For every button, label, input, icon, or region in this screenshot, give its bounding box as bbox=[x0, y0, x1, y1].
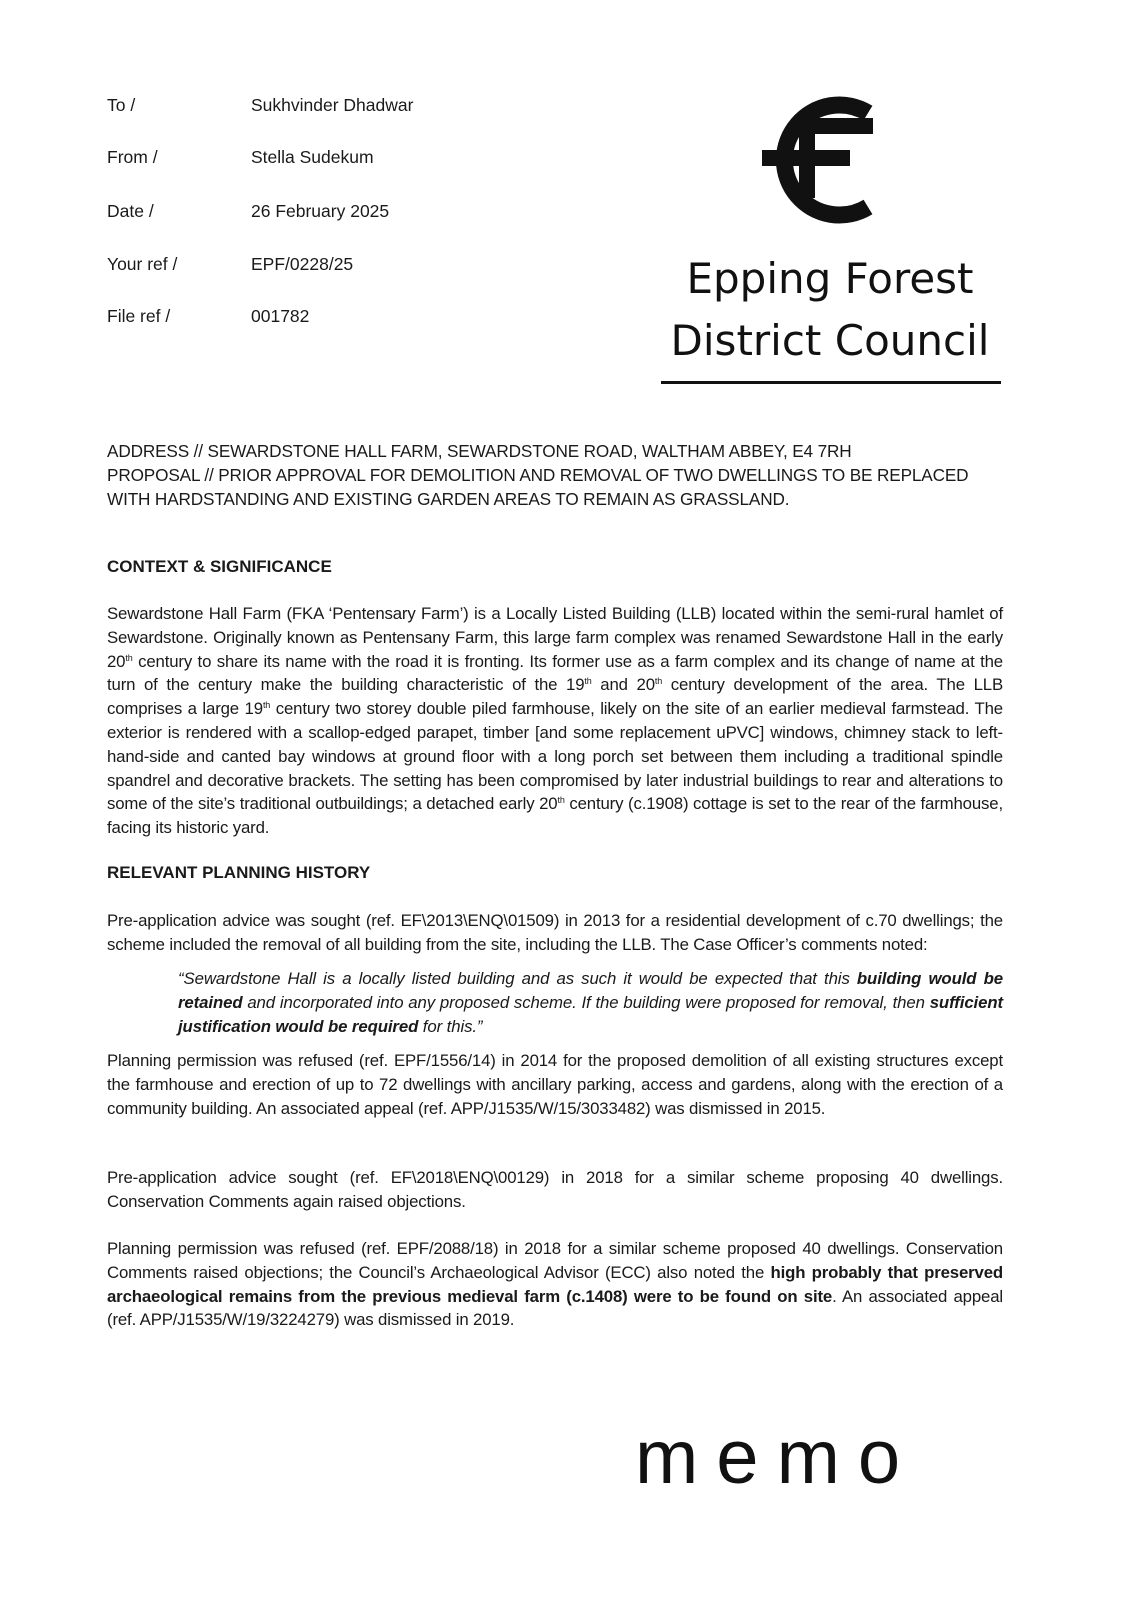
history-paragraph-2: Planning permission was refused (ref. EPF/1556/14) in 2014 for the proposed demolition of all existing structures except the farmhouse and erection of up to 72 dwellings with ancillary parking, access and gardens, along with the erection of a community building. An associated appeal (ref. APP/J1535/W/15/3033482) was dismissed in 2015. bbox=[107, 1051, 1003, 1118]
proposal-line: PROPOSAL // PRIOR APPROVAL FOR DEMOLITION AND REMOVAL OF TWO DWELLINGS TO BE REPLACED WITH HARDSTANDING AND EXISTING GARDEN AREAS TO REMAIN AS GRASSLAND. bbox=[107, 464, 969, 509]
your-ref-label: Your ref / bbox=[107, 254, 178, 274]
history-paragraph-4: Planning permission was refused (ref. EPF/2088/18) in 2018 for a similar scheme proposed 40 dwellings. Conservation Comments raised objections; the Council’s Archaeological Advisor (ECC) also noted the high probably that preserved archaeological remains from the previous medieval farm (c.1408) were to be found on site. An associated appeal (ref. APP/J1535/W/19/3224279) was dismissed in 2019. bbox=[107, 1239, 1003, 1330]
file-ref-value: 001782 bbox=[251, 306, 310, 326]
context-heading: CONTEXT & SIGNIFICANCE bbox=[107, 557, 332, 576]
context-paragraph: Sewardstone Hall Farm (FKA ‘Pentensary Farm’) is a Locally Listed Building (LLB) located within the semi-rural hamlet of Sewardstone. Originally known as Pentensany Farm, this large farm complex was renamed Sewardstone Hall in the early 20th century to share its name with the road it is fronting. Its former use as a farm complex and its change of name at the turn of the century make the building characteristic of the 19th and 20th century development of the area. The LLB comprises a large 19th century two storey double piled farmhouse, likely on the site of an earlier medieval farmstead. The exterior is rendered with a scallop-edged parapet, timber [and some replacement uPVC] windows, chimney stack to left-hand-side and canted bay windows at ground floor with a long porch set between them including a traditional spindle spandrel and decorative brackets. The setting has been compromised by later industrial buildings to rear and alterations to some of the site’s traditional outbuildings; a detached early 20th century (c.1908) cottage is set to the rear of the farmhouse, facing its historic yard. bbox=[107, 604, 1003, 838]
council-logo-icon bbox=[760, 90, 880, 230]
case-officer-quote: “Sewardstone Hall is a locally listed building and as such it would be expected that this building would be retained and incorporated into any proposed scheme. If the building were proposed for removal, then sufficient justification would be required for this.” bbox=[178, 969, 1003, 1036]
council-name bbox=[660, 248, 1000, 372]
address-line: ADDRESS // SEWARDSTONE HALL FARM, SEWARDSTONE ROAD, WALTHAM ABBEY, E4 7RH bbox=[107, 441, 852, 461]
history-paragraph-3: Pre-application advice sought (ref. EF\2018\ENQ\00129) in 2018 for a similar scheme proposing 40 dwellings. Conservation Comments again raised objections. bbox=[107, 1168, 1003, 1211]
from-label: From / bbox=[107, 147, 158, 167]
date-label: Date / bbox=[107, 201, 154, 221]
logo-divider bbox=[661, 381, 1001, 384]
date-value: 26 February 2025 bbox=[251, 201, 390, 221]
your-ref-value: EPF/0228/25 bbox=[251, 254, 354, 274]
council-name-line2: District Council bbox=[670, 316, 990, 365]
to-value: Sukhvinder Dhadwar bbox=[251, 95, 414, 115]
address-block bbox=[107, 440, 1003, 511]
history-heading: RELEVANT PLANNING HISTORY bbox=[107, 863, 371, 882]
council-name-line1: Epping Forest bbox=[686, 254, 974, 303]
memo-footer-label: memo bbox=[635, 1415, 919, 1500]
from-value: Stella Sudekum bbox=[251, 147, 374, 167]
file-ref-label: File ref / bbox=[107, 306, 171, 326]
to-label: To / bbox=[107, 95, 136, 115]
history-paragraph-1: Pre-application advice was sought (ref. EF\2013\ENQ\01509) in 2013 for a residential development of c.70 dwellings; the scheme included the removal of all building from the site, including the LLB. The Case Officer’s comments noted: bbox=[107, 911, 1003, 954]
